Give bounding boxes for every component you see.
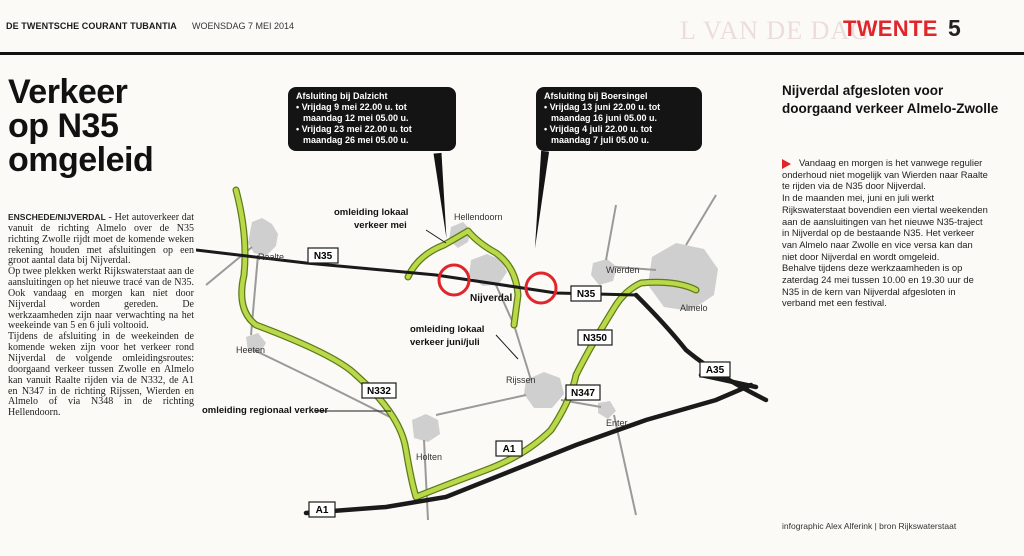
section-name: TWENTE [843,16,938,41]
shield-n35-east [571,286,601,301]
label-local-june-1: omleiding lokaal [410,324,485,335]
issue-date: WOENSDAG 7 MEI 2014 [192,21,295,31]
callout-line: maandag 26 mei 05.00 u. [303,135,409,145]
infographic-credit: infographic Alex Alferink | bron Rijkswaterstaat [782,521,957,531]
page-header [0,0,1024,52]
svg-text:N35: N35 [313,251,333,262]
town-almelo [648,243,718,311]
sidebar-body [782,157,990,309]
shield-a35 [700,362,730,377]
pointer-local-june [496,335,518,359]
bleed-through-text: L VAN DE DAG [680,16,870,45]
shield-a1-east [496,441,522,456]
newspaper-name: DE TWENTSCHE COURANT TUBANTIA [6,21,177,31]
place-nijverdal: Nijverdal [470,293,513,304]
label-local-june-2: verkeer juni/juli [410,337,480,348]
callout-dalzicht [288,87,456,151]
article-paragraph-1 [8,212,194,267]
callout-line: • Vrijdag 23 mei 22.00 u. tot [296,124,412,134]
headline-line-2: op N35 [8,107,119,145]
town-holten [412,414,440,442]
shield-n347 [566,385,600,400]
callout-line: • Vrijdag 13 juni 22.00 u. tot [544,102,661,112]
callout-line: maandag 7 juli 05.00 u. [551,135,650,145]
road-holten-rijssen [436,395,526,415]
place-heeten: Heeten [236,345,266,355]
svg-text:A1: A1 [315,505,329,516]
svg-text:N35: N35 [576,289,596,300]
article-paragraph-2: Op twee plekken werkt Rijkswaterstaat aan de aansluitingen op het nieuwe tracé van de N35. Ook vandaag en morgen kan niet door Nijverdal worden gereden. De werkzaamheden zijn naar verwachting na het weekeinde van 5 en 6 juli voltooid. [8,266,194,332]
sidebar-title: Nijverdal afgesloten voor doorgaand verkeer Almelo-Zwolle [782,83,999,116]
place-wierden: Wierden [606,265,640,275]
svg-text:A35: A35 [705,365,725,376]
place-hellendoorn: Hellendoorn [454,212,503,222]
headline [8,75,178,177]
callout-title: Afsluiting bij Dalzicht [296,91,388,101]
paragraph-text: Vandaag en morgen is het vanwege regulier onderhoud niet mogelijk van Wierden naar Raalte te rijden via de N35 door Nijverdal. [782,157,988,192]
dateline: ENSCHEDE/NIJVERDAL [8,212,106,222]
sidebar-paragraph-3: Behalve tijdens deze werkzaamheden is op zaterdag 24 mei tussen 10.00 en 19.30 uur de N35 in de kern van Nijverdal afgesloten in verband met een festival. [782,262,974,309]
svg-text:N332: N332 [367,386,391,397]
shield-n35-west [308,248,338,263]
headline-line-3: omgeleid [8,141,154,179]
shield-n332 [362,383,396,398]
headline-line-1: Verkeer [8,73,128,111]
callout-line: • Vrijdag 9 mei 22.00 u. tot [296,102,407,112]
callout-boersingel [536,87,702,151]
label-regional: omleiding regionaal verkeer [202,405,329,416]
callout-title: Afsluiting bij Boersingel [544,91,648,101]
article-paragraph-3: Tijdens de afsluiting in de weekeinden de komende weken zijn voor het verkeer rond Nijverdal de volgende omleidingsroutes: doorgaand verkeer tussen Zwolle en Almelo kan vanuit Raalte rijden via de N332, de A1 en N347 in de richting Rijssen, Wierden en Almelo of via N348 in de richting Hellendoorn. [8,331,194,419]
place-almelo: Almelo [680,303,708,313]
place-rijssen: Rijssen [506,375,536,385]
shield-a1-west [309,502,335,517]
road-wierden-north [606,205,616,260]
place-raalte: Raalte [258,252,285,262]
place-enter: Enter [606,418,628,428]
label-local-may-2: verkeer mei [354,220,407,231]
page-number: 5 [948,15,961,41]
article-body [8,212,194,548]
callout-line: • Vrijdag 4 juli 22.00 u. tot [544,124,653,134]
paragraph-text: - Het autoverkeer dat vanuit de richting Almelo over de N35 richting Zwolle rijdt moet de komende weken rekening houden met afsluitingen op een groot aantal data bij Nijverdal. [8,212,194,267]
shield-n350 [578,330,612,345]
place-holten: Holten [416,452,443,462]
callout-line: maandag 12 mei 05.00 u. [303,113,409,123]
sidebar-paragraph-2: In de maanden mei, juni en juli werkt Rijkswaterstaat bovendien een viertal weekenden aan de aansluitingen van het nieuwe N35-traject in Nijverdal op de bestaande N35. Het verkeer van Almelo naar Zwolle en vice versa kan dan niet door Nijverdal en wordt omgeleid. [782,192,988,262]
route-map [196,175,776,535]
town-raalte [248,218,278,256]
play-arrow-icon [782,159,791,169]
road-almelo-north [686,195,716,245]
label-local-may-1: omleiding lokaal [334,207,409,218]
sidebar-paragraph-1 [782,157,990,192]
svg-text:N350: N350 [583,333,607,344]
callout-line: maandag 16 juni 05.00 u. [551,113,658,123]
header-rule [0,52,1024,55]
svg-text:N347: N347 [571,388,595,399]
svg-text:A1: A1 [502,444,516,455]
